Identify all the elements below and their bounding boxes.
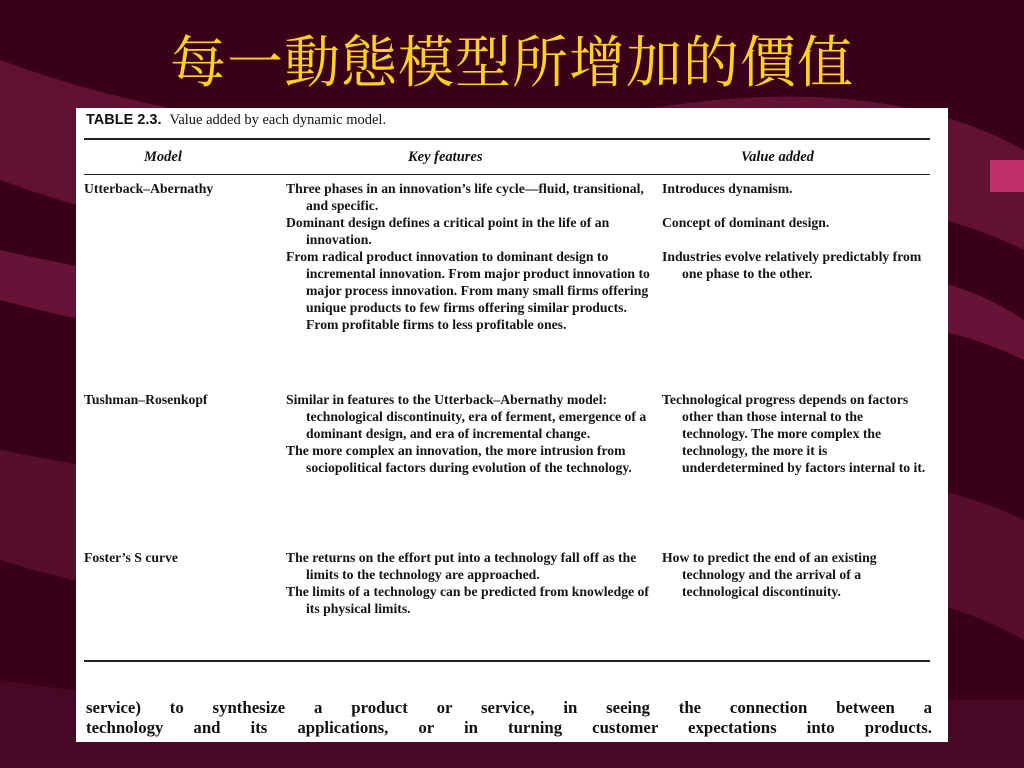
model-name: Tushman–Rosenkopf [84,392,208,407]
value-item: How to predict the end of an existing technology and the arrival of a technological discontinuity. [662,550,877,599]
key-features-cell [286,180,651,333]
feature-item: The limits of a technology can be predicted from knowledge of its physical limits. [286,584,649,616]
value-added-cell [662,391,930,476]
header-rule [84,174,930,175]
feature-item: Similar in features to the Utterback–Abernathy model: technological discontinuity, era of ferment, emergence of a dominant design, and era of incremental change. [286,392,647,441]
body-text-line: technology and its applications, or in turning customer expectations into products. [86,718,932,737]
value-item: Industries evolve relatively predictably from one phase to the other. [662,249,922,281]
column-header-key-features: Key features [408,149,483,165]
feature-item: From radical product innovation to dominant design to incremental innovation. From major product innovation to major process innovation. From many small firms offering unique products to few firms offering similar products. From profitable firms to less profitable ones. [286,249,650,332]
decorative-tab-shape [990,160,1024,192]
feature-item: The more complex an innovation, the more intrusion from sociopolitical factors during evolution of the technology. [286,443,632,475]
model-name: Utterback–Abernathy [84,181,214,196]
model-name: Foster’s S curve [84,550,179,565]
column-header-model: Model [144,149,182,165]
table-caption [86,110,386,130]
value-item: Concept of dominant design. [662,215,830,230]
slide-title: 每一動態模型所增加的價值 [170,31,854,96]
feature-item: The returns on the effort put into a technology fall off as the limits to the technology are approached. [286,550,637,582]
feature-item: Dominant design defines a critical point in the life of an innovation. [286,215,610,247]
table-bottom-rule [84,660,930,662]
table-label: TABLE 2.3. [86,112,162,128]
scanned-table-image [76,108,948,742]
column-header-value-added: Value added [741,149,814,165]
value-item: Technological progress depends on factors other than those internal to the technology. The more complex the technology, the more it is underdetermined by factors internal to it. [662,392,926,475]
feature-item: Three phases in an innovation’s life cycle—fluid, transitional, and specific. [286,181,644,213]
value-added-cell [662,549,930,600]
table-caption-text: Value added by each dynamic model. [169,112,387,128]
body-text-line: service) to synthesize a product or service, in seeing the connection between a [86,698,932,717]
value-added-cell [662,180,930,282]
value-item: Introduces dynamism. [662,181,793,196]
key-features-cell [286,391,651,476]
key-features-cell [286,549,651,617]
body-text-excerpt [86,698,932,738]
table-top-rule [84,138,930,140]
